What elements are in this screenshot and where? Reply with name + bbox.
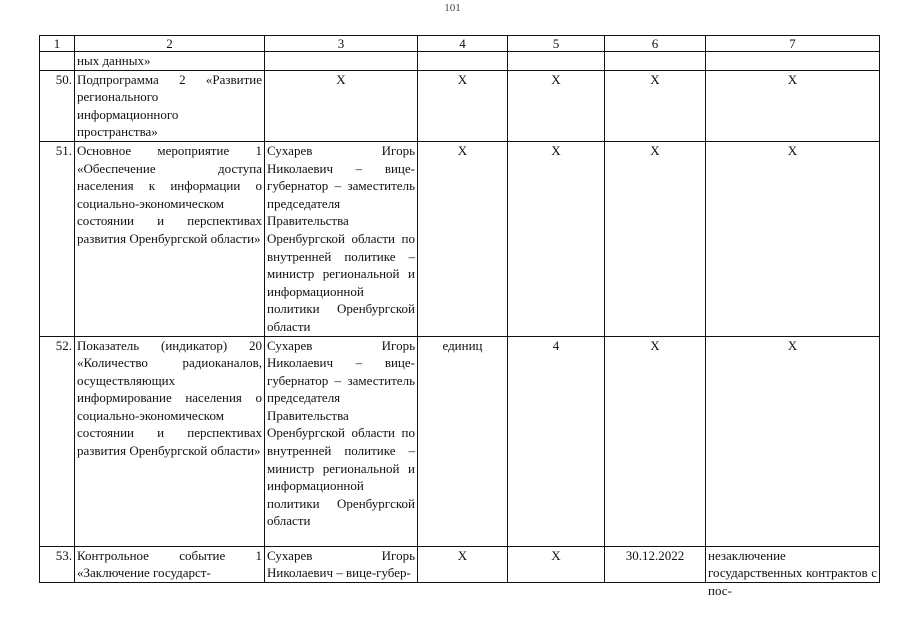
row-number: 51. <box>40 141 75 336</box>
row-name: Показатель (индикатор) 20 «Количество радиоканалов, осуществляющих информирование населения о социально-экономическом состоянии и перспективах развития Оренбургской области» <box>75 336 265 546</box>
table-row <box>40 52 880 71</box>
row-name: ных данных» <box>75 52 265 71</box>
row-responsible <box>265 546 418 582</box>
row-date: 30.12.2022 <box>605 546 706 582</box>
row-note-text: незаключение государственных контрактов с пос- <box>708 547 877 598</box>
row-responsible-text: Сухарев Игорь Николаевич – вице-губер- <box>267 547 415 581</box>
header-col-2: 2 <box>75 36 265 52</box>
row-date: Х <box>605 336 706 546</box>
row-responsible: Сухарев Игорь Николаевич – вице-губернатор – заместитель председателя Правительства Оренбургской области по внутренней политике – министр региональной и информационной политики Оренбургской области <box>265 141 418 336</box>
header-col-1: 1 <box>40 36 75 52</box>
header-col-6: 6 <box>605 36 706 52</box>
row-number: 50. <box>40 70 75 141</box>
row-unit: единиц <box>418 336 508 546</box>
row-name <box>75 546 265 582</box>
row-responsible <box>265 52 418 71</box>
row-unit <box>418 52 508 71</box>
table-row <box>40 141 880 336</box>
table-row <box>40 70 880 141</box>
row-value: Х <box>508 546 605 582</box>
row-note: Х <box>706 70 880 141</box>
row-name-text: Контрольное событие 1 «Заключение государст- <box>77 547 262 581</box>
row-value <box>508 52 605 71</box>
row-name: Основное мероприятие 1 «Обеспечение доступа населения к информации о социально-экономическом состоянии и перспективах развития Оренбургской области» <box>75 141 265 336</box>
row-value: 4 <box>508 336 605 546</box>
row-number: 53. <box>40 546 75 582</box>
header-row <box>40 36 880 52</box>
row-name: Подпрограмма 2 «Развитие регионального информационного пространства» <box>75 70 265 141</box>
row-date <box>605 52 706 71</box>
row-unit: Х <box>418 70 508 141</box>
row-date: Х <box>605 70 706 141</box>
row-note <box>706 546 880 598</box>
row-note <box>706 52 880 71</box>
table-row <box>40 546 880 582</box>
row-value: Х <box>508 70 605 141</box>
row-note: Х <box>706 336 880 546</box>
header-col-7: 7 <box>706 36 880 52</box>
row-number: 52. <box>40 336 75 546</box>
row-note: Х <box>706 141 880 336</box>
row-unit: Х <box>418 546 508 582</box>
row-responsible: Сухарев Игорь Николаевич – вице-губернатор – заместитель председателя Правительства Оренбургской области по внутренней политике – министр региональной и информационной политики Оренбургской области <box>265 336 418 546</box>
header-col-4: 4 <box>418 36 508 52</box>
row-responsible: Х <box>265 70 418 141</box>
plan-table <box>39 35 880 598</box>
header-col-5: 5 <box>508 36 605 52</box>
row-date: Х <box>605 141 706 336</box>
row-value: Х <box>508 141 605 336</box>
page-number: 101 <box>444 2 461 14</box>
header-col-3: 3 <box>265 36 418 52</box>
table-row <box>40 336 880 546</box>
row-number <box>40 52 75 71</box>
row-unit: Х <box>418 141 508 336</box>
